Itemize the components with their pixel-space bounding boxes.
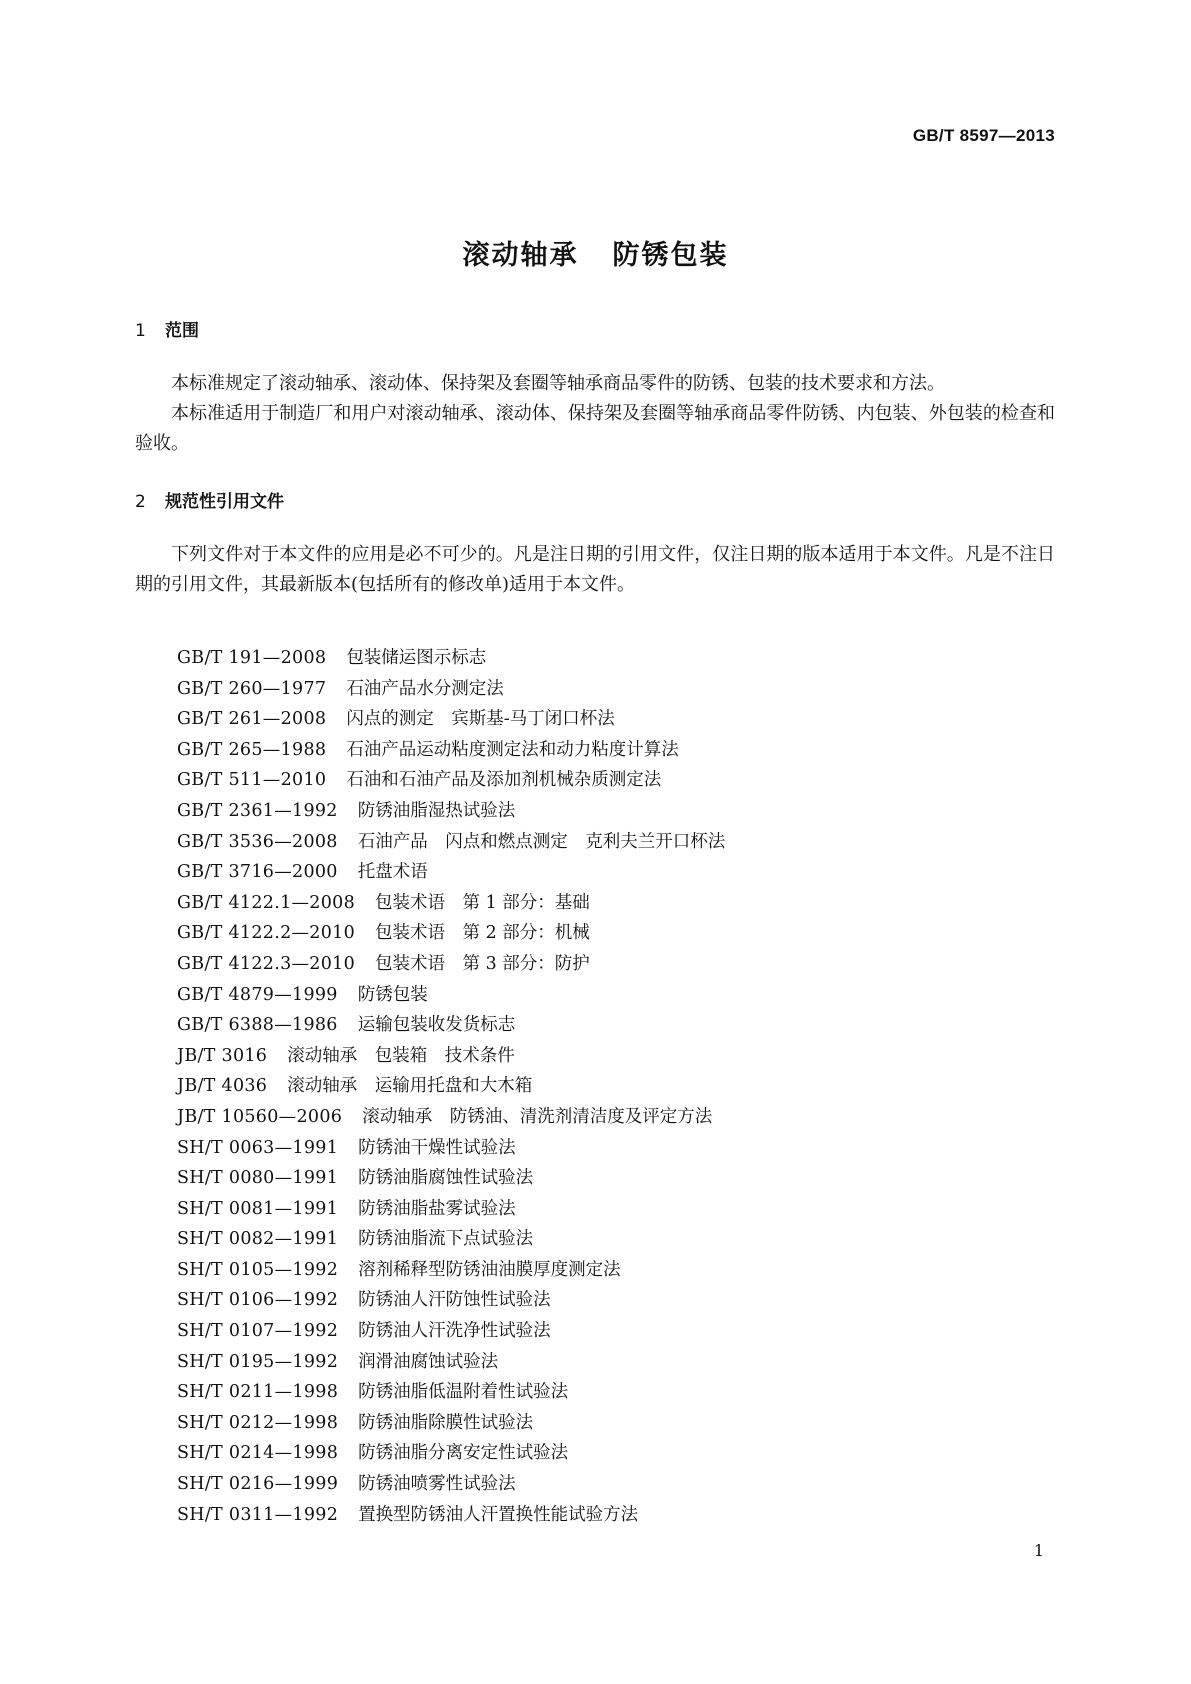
- reference-item: [177, 1285, 725, 1316]
- reference-title: 防锈油脂分离安定性试验法: [358, 1443, 569, 1464]
- reference-code: SH/T 0216—1999: [177, 1474, 339, 1495]
- reference-title: 防锈油干燥性试验法: [358, 1137, 516, 1158]
- reference-code: GB/T 2361—1992: [177, 800, 338, 821]
- reference-item: [177, 674, 725, 705]
- reference-item: [177, 1347, 725, 1378]
- reference-code: SH/T 0063—1991: [177, 1137, 339, 1158]
- reference-code: SH/T 0212—1998: [177, 1412, 339, 1433]
- reference-code: SH/T 0082—1991: [177, 1229, 339, 1250]
- reference-code: GB/T 4879—1999: [177, 984, 338, 1005]
- reference-title: 包装术语 第 1 部分：基础: [375, 892, 590, 913]
- reference-code: SH/T 0080—1991: [177, 1168, 339, 1189]
- reference-title: 运输包装收发货标志: [357, 1015, 516, 1036]
- paragraph: 本标准适用于制造厂和用户对滚动轴承、滚动体、保持架及套圈等轴承商品零件防锈、内包装、外包装的检查和验收。: [135, 403, 1055, 454]
- reference-title: 防锈油喷雾性试验法: [358, 1474, 516, 1495]
- reference-item: [177, 1469, 725, 1500]
- section-title: 范围: [165, 321, 199, 341]
- reference-title: 防锈油脂流下点试验法: [358, 1229, 534, 1250]
- reference-title: 润滑油腐蚀试验法: [358, 1351, 499, 1372]
- reference-title: 防锈油脂低温附着性试验法: [358, 1382, 569, 1403]
- page-number: 1: [1033, 1541, 1044, 1560]
- reference-item: [177, 735, 725, 766]
- title-part-1: 滚动轴承: [462, 240, 579, 271]
- reference-code: SH/T 0311—1992: [177, 1504, 339, 1525]
- reference-item: [177, 1377, 725, 1408]
- reference-code: GB/T 3536—2008: [177, 831, 338, 852]
- reference-code: GB/T 191—2008: [177, 648, 327, 668]
- reference-item: [177, 1010, 725, 1041]
- reference-title: 石油产品 闪点和燃点测定 克利夫兰开口杯法: [357, 831, 726, 852]
- reference-code: JB/T 4036: [177, 1076, 268, 1097]
- normative-references-list: [177, 643, 725, 1530]
- reference-code: SH/T 0107—1992: [177, 1321, 339, 1342]
- reference-code: SH/T 0081—1991: [177, 1198, 339, 1219]
- reference-title: 防锈油人汗洗净性试验法: [358, 1321, 551, 1342]
- reference-item: [177, 1438, 725, 1469]
- reference-title: 防锈包装: [357, 984, 428, 1005]
- reference-code: JB/T 3016: [177, 1045, 268, 1066]
- reference-title: 滚动轴承 包装箱 技术条件: [287, 1045, 515, 1066]
- reference-item: [177, 1500, 725, 1531]
- reference-item: [177, 888, 725, 919]
- reference-item: [177, 1071, 725, 1102]
- reference-item: [177, 1224, 725, 1255]
- reference-item: [177, 1408, 725, 1439]
- reference-item: [177, 918, 725, 949]
- reference-title: 滚动轴承 运输用托盘和大木箱: [287, 1076, 533, 1097]
- reference-code: GB/T 261—2008: [177, 709, 327, 730]
- reference-code: SH/T 0106—1992: [177, 1290, 339, 1311]
- reference-title: 防锈油人汗防蚀性试验法: [358, 1290, 551, 1311]
- reference-code: GB/T 4122.3—2010: [177, 953, 356, 974]
- reference-title: 石油和石油产品及添加剂机械杂质测定法: [346, 770, 662, 791]
- document-title: [0, 233, 1191, 272]
- reference-title: 包装术语 第 2 部分：机械: [375, 923, 590, 944]
- reference-code: SH/T 0105—1992: [177, 1259, 339, 1280]
- reference-title: 滚动轴承 防锈油、清洗剂清洁度及评定方法: [362, 1106, 713, 1127]
- reference-title: 防锈油脂除膜性试验法: [358, 1412, 534, 1433]
- section-2-body: [135, 540, 1055, 600]
- paragraph: 本标准规定了滚动轴承、滚动体、保持架及套圈等轴承商品零件的防锈、包装的技术要求和方法。: [171, 373, 945, 394]
- section-title: 规范性引用文件: [165, 492, 284, 512]
- document-code: GB/T 8597—2013: [912, 126, 1055, 145]
- reference-code: GB/T 4122.2—2010: [177, 923, 356, 944]
- reference-item: [177, 1194, 725, 1225]
- reference-code: SH/T 0214—1998: [177, 1443, 339, 1464]
- reference-title: 溶剂稀释型防锈油油膜厚度测定法: [358, 1259, 621, 1280]
- reference-title: 包装储运图示标志: [346, 648, 487, 668]
- reference-title: 防锈油脂湿热试验法: [357, 800, 516, 821]
- reference-code: GB/T 4122.1—2008: [177, 892, 356, 913]
- reference-title: 防锈油脂盐雾试验法: [358, 1198, 516, 1219]
- reference-title: 包装术语 第 3 部分：防护: [375, 953, 590, 974]
- section-number: 2: [135, 492, 146, 512]
- reference-title: 闪点的测定 宾斯基-马丁闭口杯法: [346, 709, 615, 730]
- reference-item: [177, 827, 725, 858]
- reference-item: [177, 949, 725, 980]
- reference-item: [177, 980, 725, 1011]
- reference-code: SH/T 0195—1992: [177, 1351, 339, 1372]
- reference-title: 防锈油脂腐蚀性试验法: [358, 1168, 534, 1189]
- reference-code: GB/T 260—1977: [177, 678, 327, 699]
- reference-item: [177, 1163, 725, 1194]
- reference-code: SH/T 0211—1998: [177, 1382, 339, 1403]
- reference-title: 置换型防锈油人汗置换性能试验方法: [358, 1504, 639, 1525]
- reference-code: JB/T 10560—2006: [177, 1106, 343, 1127]
- reference-item: [177, 643, 725, 674]
- reference-item: [177, 796, 725, 827]
- reference-code: GB/T 6388—1986: [177, 1015, 338, 1036]
- reference-item: [177, 1041, 725, 1072]
- section-1-heading: [135, 316, 199, 341]
- paragraph: 下列文件对于本文件的应用是必不可少的。凡是注日期的引用文件，仅注日期的版本适用于本文件。凡是不注日期的引用文件，其最新版本(包括所有的修改单)适用于本文件。: [135, 544, 1055, 595]
- section-number: 1: [135, 321, 146, 341]
- section-2-heading: [135, 487, 284, 512]
- reference-item: [177, 765, 725, 796]
- reference-title: 石油产品运动粘度测定法和动力粘度计算法: [346, 739, 679, 760]
- reference-item: [177, 1255, 725, 1286]
- reference-item: [177, 1102, 725, 1133]
- reference-title: 托盘术语: [357, 862, 428, 883]
- title-part-2: 防锈包装: [612, 240, 729, 271]
- reference-code: GB/T 3716—2000: [177, 862, 338, 883]
- reference-code: GB/T 265—1988: [177, 739, 327, 760]
- reference-item: [177, 704, 725, 735]
- reference-item: [177, 1133, 725, 1164]
- reference-item: [177, 857, 725, 888]
- section-1-body: [135, 369, 1055, 459]
- reference-title: 石油产品水分测定法: [346, 678, 504, 699]
- reference-code: GB/T 511—2010: [177, 770, 327, 791]
- reference-item: [177, 1316, 725, 1347]
